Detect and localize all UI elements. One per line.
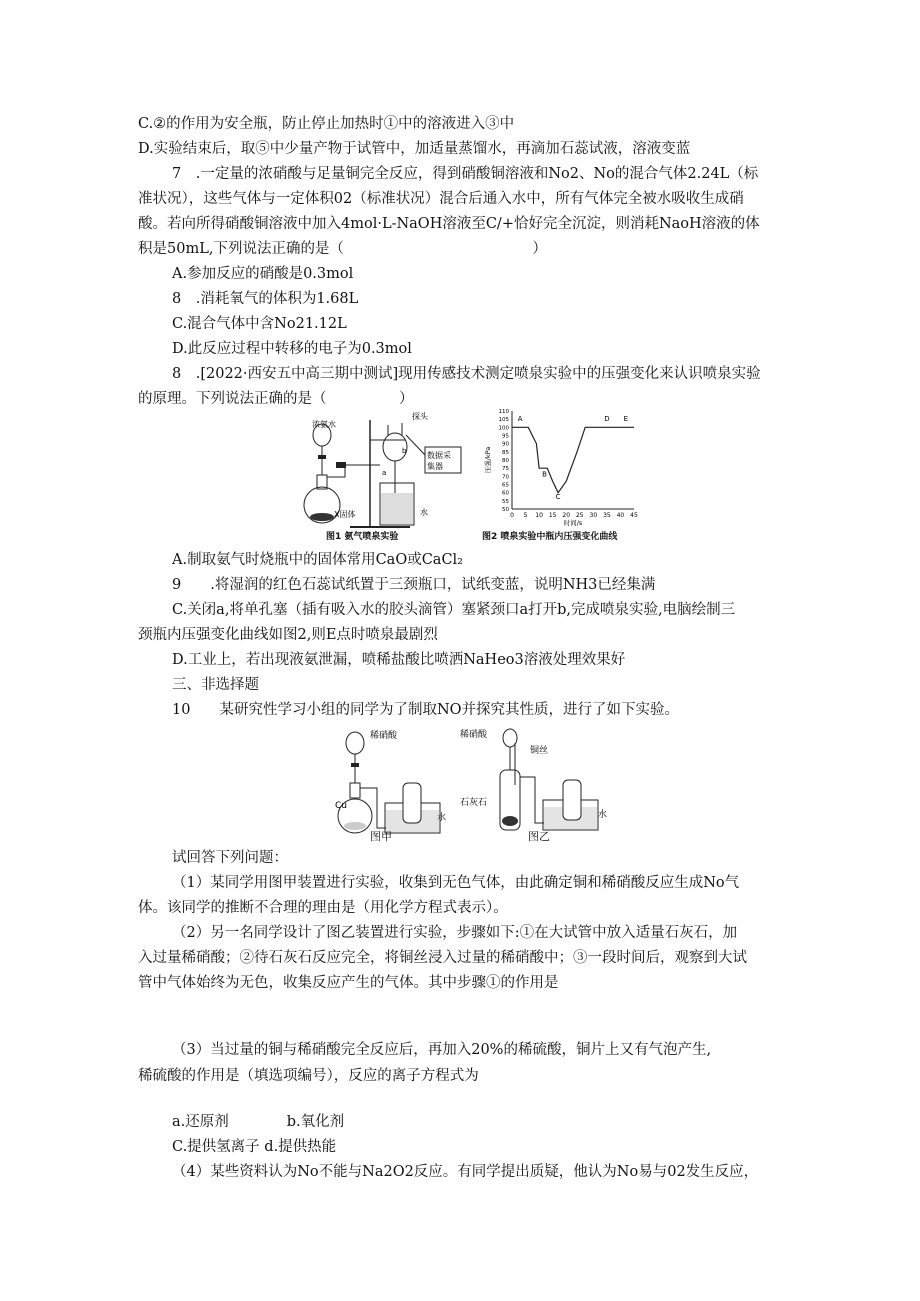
- option-ab-q10-3: a.还原剂 b.氧化剂: [172, 1114, 345, 1130]
- y-tick-label: 60: [502, 490, 509, 497]
- x-tick-label: 40: [616, 512, 625, 519]
- figure-2-pressure-chart: [482, 403, 662, 528]
- x-tick-label: 5: [523, 512, 528, 519]
- question-10-intro: 10 某研究性学习小组的同学为了制取NO并探究其性质，进行了如下实验。: [172, 702, 680, 718]
- x-tick-label: 35: [603, 512, 611, 519]
- label-x-solid: X固体: [334, 510, 356, 519]
- figure-1-apparatus: [300, 405, 470, 545]
- question-10-1-line-2: 体。该同学的推断不合理的理由是（用化学方程式表示）。: [138, 900, 508, 916]
- point-label-c: C: [555, 493, 561, 502]
- label-b: b: [402, 447, 407, 455]
- question-7-line-2: 准状况），这些气体与一定体积02（标准状况）混合后通入水中，所有气体完全被水吸收生成硝: [138, 191, 744, 207]
- x-tick-label: 20: [562, 512, 571, 519]
- option-c-q8-line-1: C.关闭a,将单孔塞（插有吸入水的胶头滴管）塞紧颈口a打开b,完成喷泉实验,电脑绘制三: [172, 602, 736, 618]
- y-tick-label: 85: [502, 449, 509, 456]
- option-cd-q10-3: C.提供氢离子 d.提供热能: [172, 1139, 337, 1155]
- question-10-1-line-1: （1）某同学用图甲装置进行实验，收集到无色气体，由此确定铜和稀硝酸反应生成No气: [172, 875, 740, 891]
- y-tick-label: 50: [502, 507, 509, 513]
- label-dilute-nitric-acid-yi: 稀硝酸: [460, 730, 488, 740]
- x-tick-label: 10: [535, 512, 543, 519]
- question-10-4-line-1: （4）某些资料认为No不能与Na2O2反应。有同学提出质疑，他认为No易与02发生反应，: [172, 1164, 759, 1180]
- point-label-e: E: [623, 414, 629, 423]
- point-label-b: B: [542, 470, 547, 479]
- question-10-2-line-1: （2）另一名同学设计了图乙装置进行实验，步骤如下:①在大试管中放入适量石灰石，加: [172, 925, 738, 941]
- label-data-collector: 数据采: [427, 451, 451, 460]
- label-a: a: [382, 469, 387, 477]
- point-label-d: D: [604, 414, 610, 423]
- y-tick-label: 75: [502, 466, 509, 473]
- option-b-q7: 8 .消耗氧气的体积为1.68L: [172, 291, 359, 307]
- figure-2-caption: 图2 喷泉实验中瓶内压强变化曲线: [482, 532, 618, 542]
- option-c-q6: C.②的作用为安全瓶，防止停止加热时①中的溶液进入③中: [138, 116, 515, 132]
- figure-jia-apparatus: [325, 728, 450, 838]
- option-c-q8-line-2: 颈瓶内压强变化曲线如图2,则E点时喷泉最剧烈: [138, 627, 438, 643]
- x-tick-label: 30: [589, 512, 598, 519]
- section-heading: 三、非选择题: [172, 677, 259, 693]
- label-water-jia: 水: [437, 813, 447, 823]
- y-tick-label: 110: [498, 409, 509, 415]
- figure-yi-caption: 图乙: [528, 830, 550, 843]
- label-probe: 探头: [412, 412, 428, 421]
- y-tick-label: 95: [502, 433, 509, 440]
- option-d-q7: D.此反应过程中转移的电子为0.3mol: [172, 341, 412, 357]
- question-7-line-3: 酸。若向所得硝酸铜溶液中加入4mol·L-NaOH溶液至C/+恰好完全沉淀，则消耗NaoH溶液的体: [138, 216, 760, 232]
- label-water-yi: 水: [598, 810, 608, 820]
- option-d-q6: D.实验结束后，取⑤中少量产物于试管中，加适量蒸馏水，再滴加石蕊试液，溶液变蓝: [138, 141, 691, 157]
- y-axis-label: 压强/kPa: [484, 446, 492, 474]
- question-7-line-4: 积是50mL,下列说法正确的是（ ）: [138, 241, 547, 257]
- x-tick-label: 25: [575, 512, 584, 519]
- label-dilute-nitric-acid-jia: 稀硝酸: [370, 731, 398, 741]
- label-limestone: 石灰石: [460, 798, 488, 808]
- question-8-line-1: 8 .[2022·西安五中高三期中测试]现用传感技术测定喷泉实验中的压强变化来认识喷泉实验: [172, 366, 761, 382]
- question-7-line-1: 7 .一定量的浓硝酸与足量铜完全反应，得到硝酸铜溶液和No2、No的混合气体2.24L（标: [172, 166, 759, 182]
- y-tick-label: 80: [502, 458, 509, 464]
- label-ammonia-water: 浓氨水: [312, 420, 336, 429]
- y-tick-label: 70: [502, 474, 509, 481]
- question-8-line-2: 的原理。下列说法正确的是（ ）: [138, 391, 414, 407]
- figure-yi-apparatus: [455, 725, 610, 835]
- question-10-3-line-1: （3）当过量的铜与稀硝酸完全反应后，再加入20%的稀硫酸，铜片上又有气泡产生,: [172, 1042, 712, 1058]
- option-a-q8: A.制取氨气时烧瓶中的固体常用CaO或CaCl₂: [172, 552, 463, 568]
- x-tick-label: 15: [548, 512, 557, 519]
- y-tick-label: 55: [502, 498, 509, 505]
- point-label-a: A: [517, 414, 523, 423]
- question-10-3-line-2: 稀硫酸的作用是（填选项编号），反应的离子方程式为: [138, 1068, 479, 1084]
- option-d-q8: D.工业上，若出现液氨泄漏，喷稀盐酸比喷洒NaHeo3溶液处理效果好: [172, 652, 626, 668]
- label-data-collector-2: 集器: [427, 462, 443, 471]
- x-tick-label: 45: [630, 512, 638, 519]
- label-copper-wire: 铜丝: [530, 746, 549, 756]
- x-axis-label: 时间/s: [563, 519, 583, 527]
- label-cu: Cu: [335, 801, 347, 811]
- y-tick-label: 65: [502, 482, 509, 489]
- option-c-q7: C.混合气体中含No21.12L: [172, 316, 347, 332]
- label-water-1: 水: [420, 508, 428, 517]
- option-a-q7: A.参加反应的硝酸是0.3mol: [172, 266, 354, 282]
- figure-jia-caption: 图甲: [370, 830, 392, 843]
- question-10-2-line-2: 入过量稀硝酸；②待石灰石反应完全，将铜丝浸入过量的稀硝酸中；③一段时间后，观察到大试: [138, 950, 747, 966]
- figure-1-caption: 图1 氨气喷泉实验: [326, 532, 399, 542]
- y-tick-label: 105: [498, 417, 509, 424]
- y-tick-label: 100: [498, 425, 509, 432]
- option-b-q8: 9 .将湿润的红色石蕊试纸置于三颈瓶口，试纸变蓝，说明NH3已经集满: [172, 577, 656, 593]
- y-tick-label: 90: [502, 441, 509, 448]
- answer-prompt: 试回答下列问题：: [172, 850, 288, 866]
- pressure-series-line: [512, 427, 634, 492]
- question-10-2-line-3: 管中气体始终为无色，收集反应产生的气体。其中步骤①的作用是: [138, 975, 559, 991]
- x-tick-label: 0: [510, 512, 514, 519]
